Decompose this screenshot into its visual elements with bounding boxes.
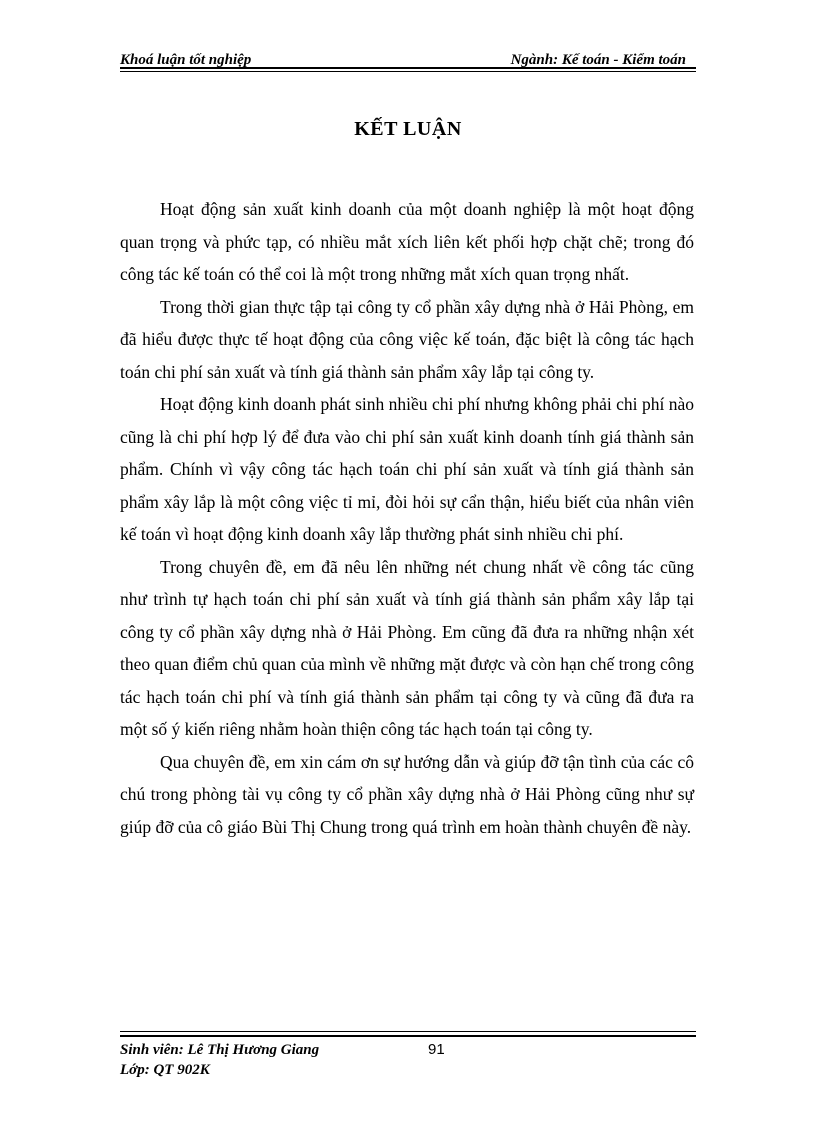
header-rule-thin — [120, 71, 696, 72]
page-number: 91 — [428, 1041, 445, 1058]
page-title: KẾT LUẬN — [354, 118, 462, 140]
paragraph: Hoạt động sản xuất kinh doanh của một doanh nghiệp là một hoạt động quan trọng và phức tạp, có nhiều mắt xích liên kết phối hợp chặt chẽ; trong đó công tác kế toán có thể coi là một trong những mắt xích quan trọng nhất. — [120, 199, 694, 284]
header-rule-thick — [120, 67, 696, 69]
body-text — [120, 193, 694, 843]
page-footer — [120, 1040, 696, 1084]
footer-rule-thin — [120, 1031, 696, 1032]
paragraph: Trong thời gian thực tập tại công ty cổ phần xây dựng nhà ở Hải Phòng, em đã hiểu được thực tế hoạt động của công việc kế toán, đặc biệt là công tác hạch toán chi phí sản xuất và tính giá thành sản phẩm xây lắp tại công ty. — [120, 296, 694, 382]
footer-student-name: Sinh viên: Lê Thị Hương Giang — [120, 1042, 320, 1058]
header-major: Ngành: Kế toán - Kiểm toán — [510, 52, 686, 68]
paragraph: Qua chuyên đề, em xin cám ơn sự hướng dẫn và giúp đỡ tận tình của các cô chú trong phòng tài vụ công ty cổ phần xây dựng nhà ở Hải Phòng cũng như sự giúp đỡ của cô giáo Bùi Thị Chung trong quá trình em hoàn thành chuyên đề này. — [120, 751, 694, 837]
footer-class: Lớp: QT 902K — [120, 1062, 210, 1078]
header-thesis-type: Khoá luận tốt nghiệp — [120, 52, 252, 68]
paragraph: Trong chuyên đề, em đã nêu lên những nét chung nhất về công tác cũng như trình tự hạch toán chi phí sản xuất và tính giá thành sản phẩm xây lắp tại công ty cổ phần xây dựng nhà ở Hải Phòng. Em cũng đã đưa ra những nhận xét theo quan điểm chủ quan của mình về những mặt được và còn hạn chế trong công tác hạch toán chi phí và tính giá thành sản phẩm tại công ty và cũng đã đưa ra một số ý kiến riêng nhằm hoàn thiện công tác hạch toán tại công ty. — [120, 556, 694, 739]
footer-rule-thick — [120, 1035, 696, 1037]
paragraph: Hoạt động kinh doanh phát sinh nhiều chi phí nhưng không phải chi phí nào cũng là chi phí hợp lý để đưa vào chi phí sản xuất kinh doanh tính giá thành sản phẩm. Chính vì vậy công tác hạch toán chi phí sản xuất và tính giá thành sản phẩm xây lắp là một công việc tỉ mỉ, đòi hỏi sự cẩn thận, hiểu biết của nhân viên kế toán vì hoạt động kinh doanh xây lắp thường phát sinh nhiều chi phí. — [120, 394, 694, 544]
